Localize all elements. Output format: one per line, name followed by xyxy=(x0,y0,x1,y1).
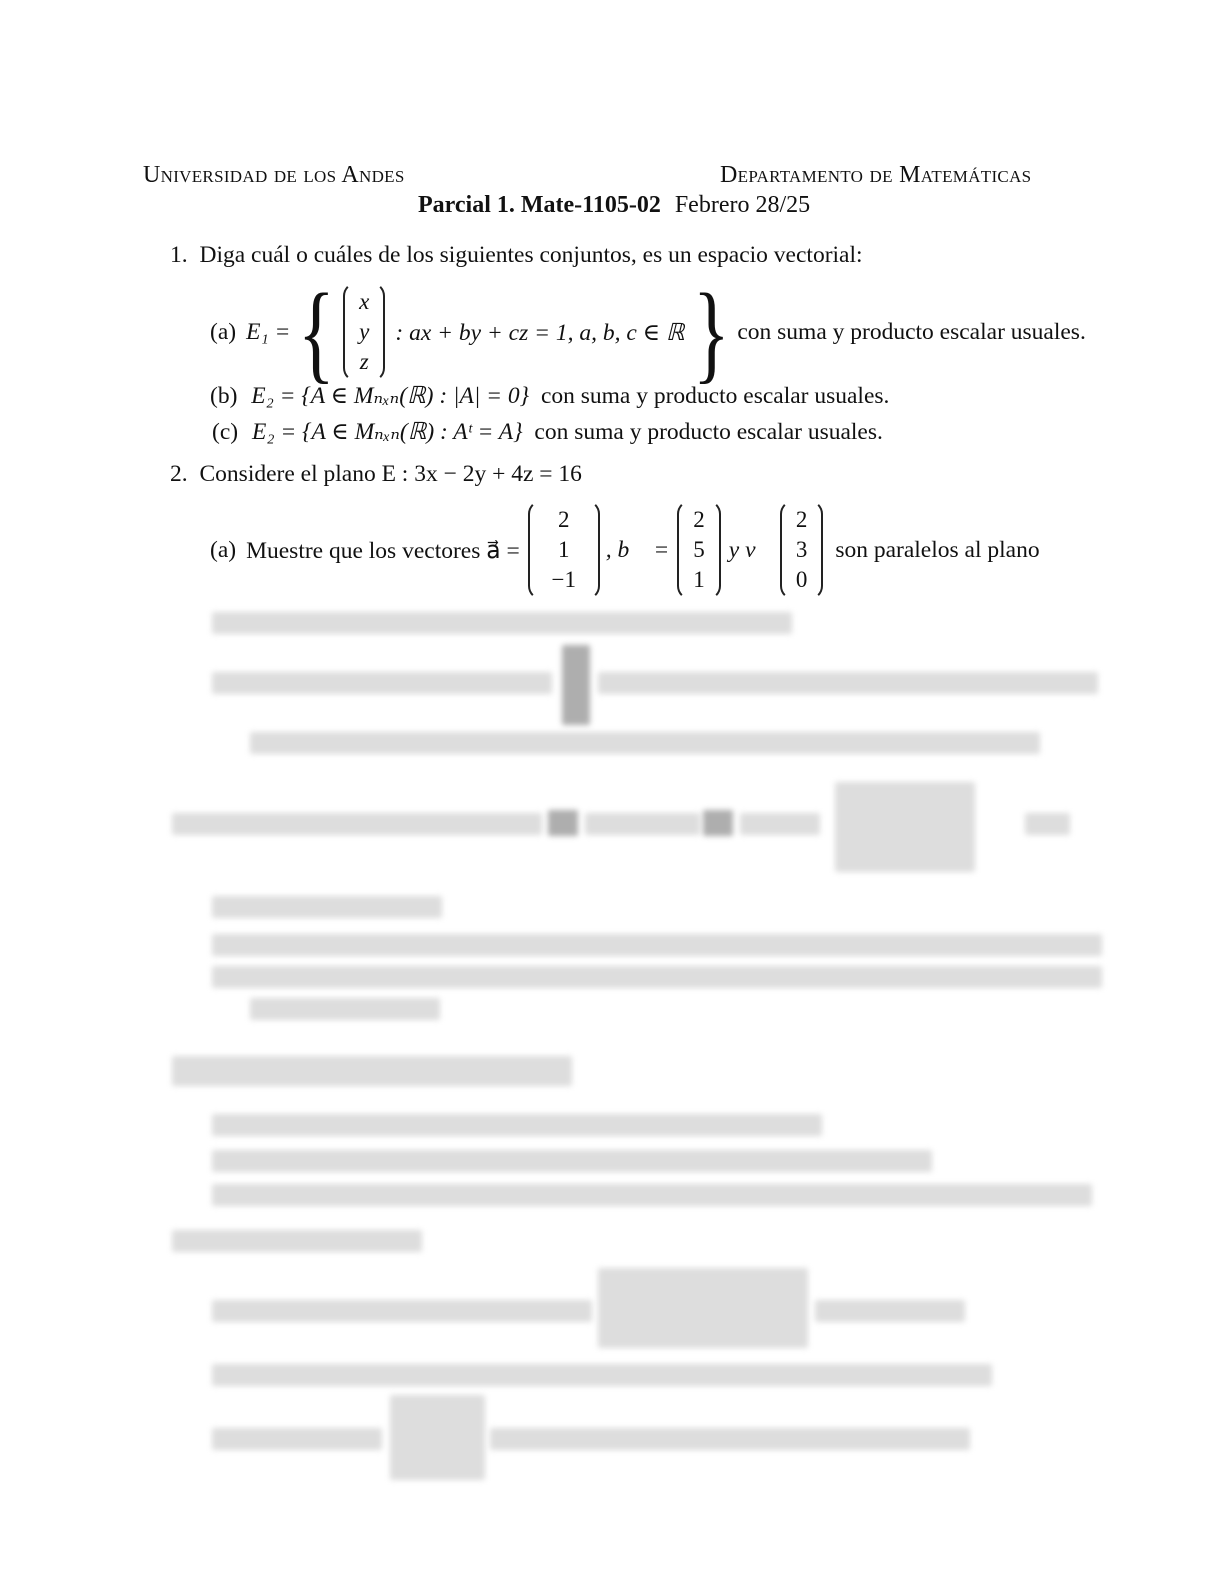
item-label: (b) xyxy=(210,383,238,409)
blurred-line xyxy=(212,934,1102,956)
blurred-line xyxy=(490,1428,970,1450)
blurred-line xyxy=(172,1056,572,1086)
vector-entry: 2 xyxy=(693,507,705,532)
question-number: 1. xyxy=(170,242,188,268)
blurred-line xyxy=(212,1150,932,1172)
blurred-line xyxy=(212,1428,382,1450)
question-prompt: Diga cuál o cuáles de los siguientes conjuntos, es un espacio vectorial: xyxy=(199,242,863,268)
set-condition: : ax + by + cz = 1, a, b, c ∈ ℝ xyxy=(395,319,685,346)
blurred-line xyxy=(172,813,542,835)
blurred-line xyxy=(740,813,820,835)
set-expression: E₂ = {A ∈ Mₙₓₙ(ℝ) : Aᵗ = A} xyxy=(251,419,523,445)
exam-title-line xyxy=(418,192,810,219)
blurred-line xyxy=(212,1364,992,1386)
item-label: (a) xyxy=(210,318,237,345)
set-lhs: E₁ = xyxy=(246,318,291,345)
vector-entry: y xyxy=(359,319,370,344)
blurred-line xyxy=(598,672,1098,694)
question-2a xyxy=(210,502,1040,598)
item-label: (a) xyxy=(210,536,237,563)
item-suffix: son paralelos al plano xyxy=(835,536,1040,563)
blurred-line xyxy=(212,1300,592,1322)
vector-v-label: y v⃗ xyxy=(728,536,774,563)
blurred-matrix xyxy=(562,645,590,725)
question-2 xyxy=(170,461,582,488)
set-suffix: con suma y producto escalar usuales. xyxy=(534,419,883,445)
vector-entry: x xyxy=(359,289,370,314)
vector-entry: 1 xyxy=(693,567,705,592)
blurred-line xyxy=(585,813,700,835)
vector-entry: 1 xyxy=(558,537,570,562)
question-1c xyxy=(212,417,883,446)
blurred-system xyxy=(835,782,975,872)
vector-entry: −1 xyxy=(551,567,577,592)
blurred-fraction xyxy=(703,810,733,836)
item-text: Muestre que los vectores a⃗ = xyxy=(246,537,520,564)
set-suffix: con suma y producto escalar usuales. xyxy=(540,383,890,409)
blurred-line xyxy=(212,966,1102,988)
question-prompt: Considere el plano E : 3x − 2y + 4z = 16 xyxy=(199,461,582,487)
blurred-line xyxy=(815,1300,965,1322)
right-brace: } xyxy=(692,271,730,393)
blurred-fraction xyxy=(548,810,578,836)
vector-a xyxy=(528,500,600,600)
department-name: Departamento de Matemáticas xyxy=(720,162,1032,188)
set-suffix: con suma y producto escalar usuales. xyxy=(737,318,1086,345)
vector-v xyxy=(780,500,824,600)
blurred-line xyxy=(212,1114,822,1136)
set-expression: E₂ = {A ∈ Mₙₓₙ(ℝ) : |A| = 0} xyxy=(251,383,530,409)
blurred-line xyxy=(212,1184,1092,1206)
vector-b-label: , b⃗ = xyxy=(605,536,670,563)
blurred-line xyxy=(250,998,440,1020)
vector-entry: 0 xyxy=(795,567,808,592)
vector-entry: 5 xyxy=(693,537,705,562)
blurred-line xyxy=(212,896,442,918)
blurred-line xyxy=(250,732,1040,754)
vector-b xyxy=(677,500,721,600)
exam-date: Febrero 28/25 xyxy=(674,192,811,218)
vector-xyz xyxy=(343,282,385,382)
blurred-matrix xyxy=(598,1268,808,1348)
vector-entry: 3 xyxy=(795,537,808,562)
left-brace: { xyxy=(298,271,336,393)
question-1b xyxy=(210,381,889,410)
blurred-line xyxy=(172,1230,422,1252)
vector-entry: 2 xyxy=(558,507,570,532)
question-1 xyxy=(170,242,863,269)
item-label: (c) xyxy=(212,419,239,445)
university-name: Universidad de los Andes xyxy=(143,162,405,188)
vector-entry: 2 xyxy=(795,507,808,532)
blurred-line xyxy=(212,672,552,694)
vector-entry: z xyxy=(359,349,369,374)
blurred-line xyxy=(212,612,792,634)
question-number: 2. xyxy=(170,461,188,487)
question-1a xyxy=(210,271,1086,393)
blurred-line xyxy=(1025,813,1070,835)
blurred-determinant xyxy=(390,1395,485,1480)
exam-title: Parcial 1. Mate-1105-02 xyxy=(418,192,661,218)
